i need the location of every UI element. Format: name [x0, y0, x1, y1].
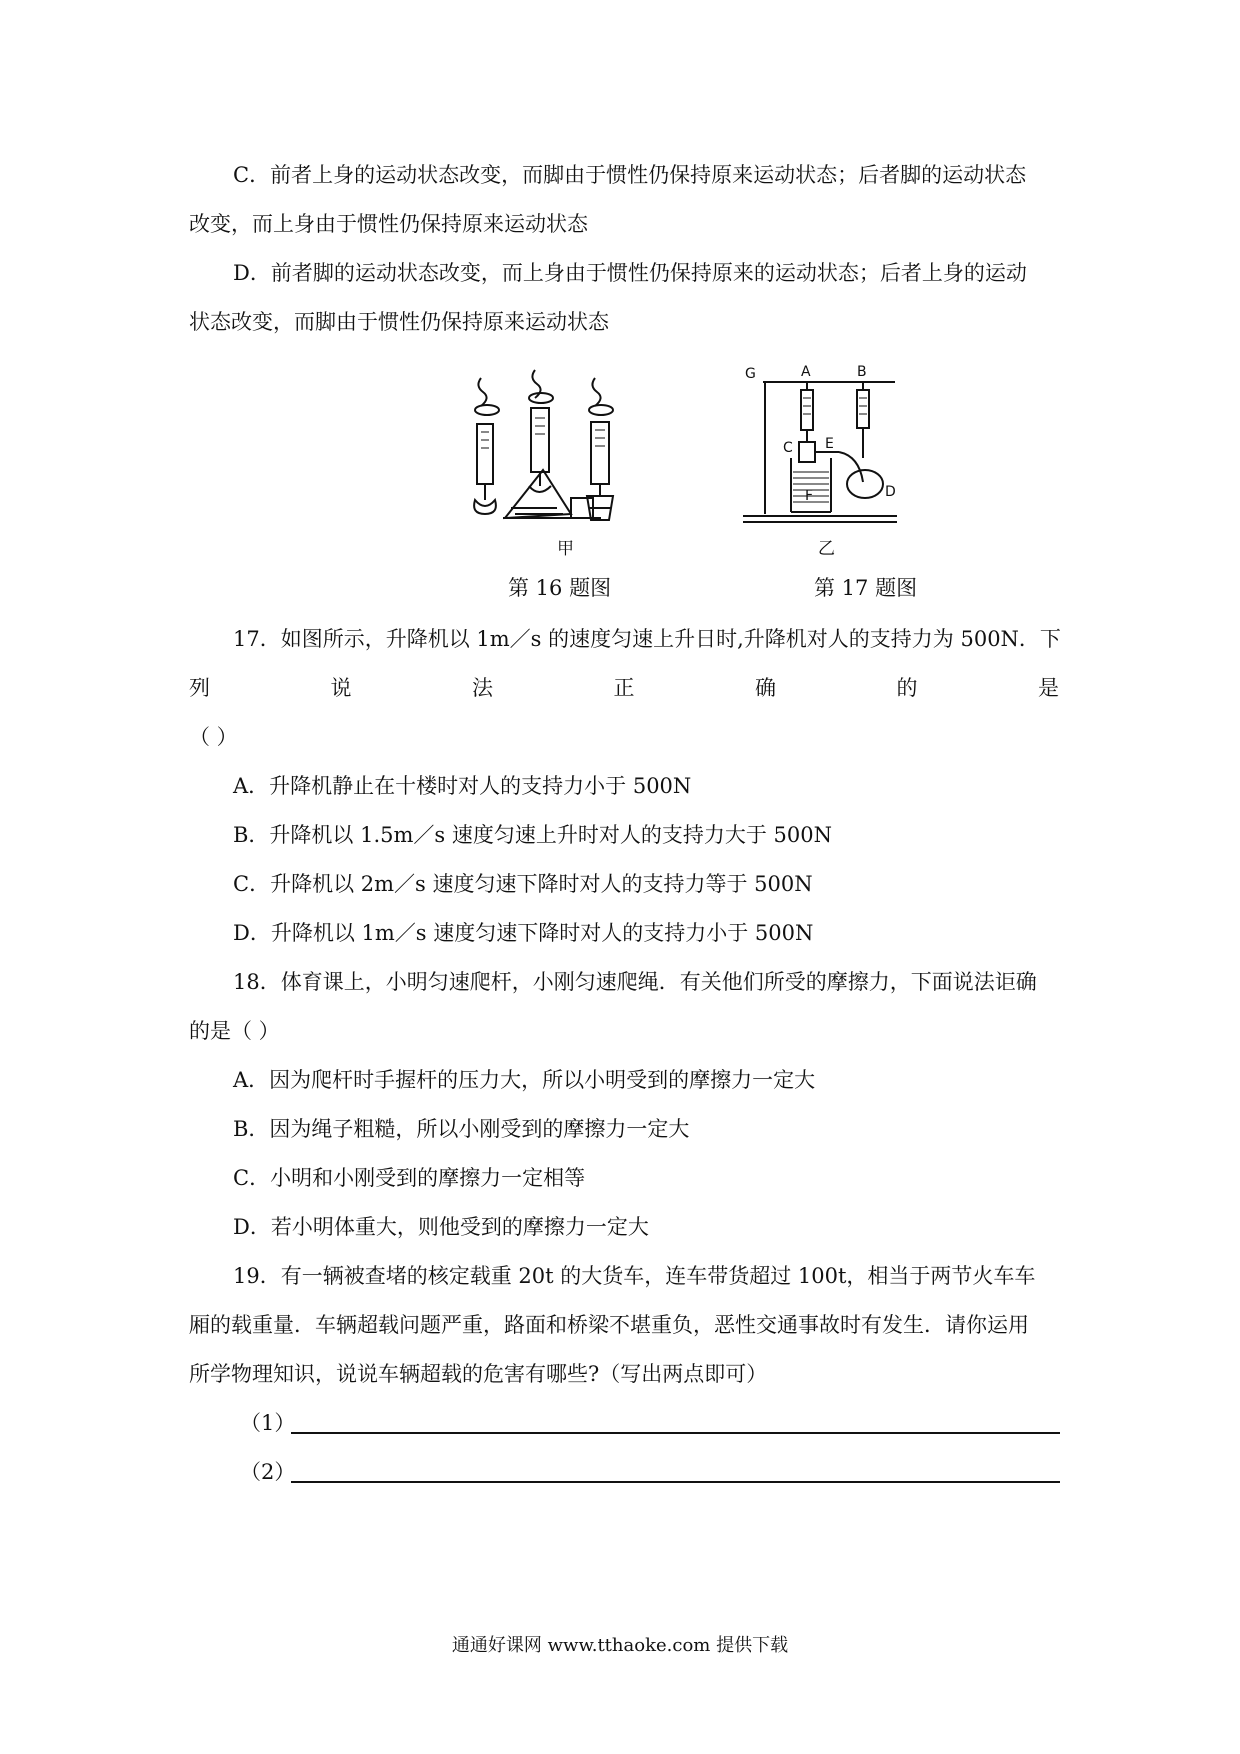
label-g: G: [745, 366, 756, 382]
q18-stem-line2: 的是（ ）: [189, 1019, 280, 1043]
figure-16-spring-scales: [445, 368, 665, 538]
q17-stem-line2: [189, 673, 1059, 703]
q19-stem-line1: 19．有一辆被查堵的核定载重 20t 的大货车，连车带货超过 100t，相当于两节火车车: [233, 1264, 1036, 1288]
label-f: F: [805, 488, 814, 504]
figure-17-apparatus: [735, 362, 905, 532]
q19-blank1-label: （1）: [240, 1411, 296, 1435]
q19-answer-blank-2[interactable]: [291, 1481, 1060, 1483]
q17-word: 是: [1038, 676, 1059, 700]
figure-17-label: 乙: [818, 539, 835, 559]
label-e: E: [825, 436, 834, 452]
q17-word: 正: [613, 676, 635, 700]
label-a: A: [801, 364, 811, 380]
q16-option-d-line1: D．前者脚的运动状态改变，而上身由于惯性仍保持原来的运动状态；后者上身的运动: [233, 261, 1027, 285]
figure-16-label: 甲: [557, 539, 574, 559]
label-d: D: [885, 484, 896, 500]
q19-stem-line2: 厢的载重量．车辆超载问题严重，路面和桥梁不堪重负，恶性交通事故时有发生．请你运用: [189, 1313, 1029, 1337]
q18-option-d: D．若小明体重大，则他受到的摩擦力一定大: [233, 1215, 649, 1239]
q18-option-b: B．因为绳子粗糙，所以小刚受到的摩擦力一定大: [233, 1117, 690, 1141]
figure-16-caption: 第 16 题图: [508, 576, 612, 600]
q17-word: 确: [755, 676, 776, 700]
q17-option-a: A．升降机静止在十楼时对人的支持力小于 500N: [233, 774, 692, 798]
q17-option-c: C．升降机以 2m／s 速度匀速下降时对人的支持力等于 500N: [233, 872, 813, 896]
q17-word: 法: [472, 676, 493, 700]
q17-option-b: B．升降机以 1.5m／s 速度匀速上升时对人的支持力大于 500N: [233, 823, 833, 847]
q18-option-a: A．因为爬杆时手握杆的压力大，所以小明受到的摩擦力一定大: [233, 1068, 816, 1092]
q19-blank2-label: （2）: [240, 1460, 296, 1484]
label-c: C: [783, 440, 793, 456]
q16-option-c-line1: C．前者上身的运动状态改变，而脚由于惯性仍保持原来运动状态；后者脚的运动状态: [233, 163, 1027, 187]
q17-word: 的: [896, 676, 918, 700]
q16-option-c-line2: 改变，而上身由于惯性仍保持原来运动状态: [189, 212, 588, 236]
q17-answer-bracket: （ ）: [189, 725, 238, 749]
label-b: B: [857, 364, 867, 380]
q17-option-d: D．升降机以 1m／s 速度匀速下降时对人的支持力小于 500N: [233, 921, 814, 945]
q19-stem-line3: 所学物理知识，说说车辆超载的危害有哪些?（写出两点即可）: [189, 1362, 768, 1386]
q18-option-c: C．小明和小刚受到的摩擦力一定相等: [233, 1166, 586, 1190]
figure-17-caption: 第 17 题图: [814, 576, 918, 600]
q17-word: 列: [189, 676, 210, 700]
page-footer: 通通好课网 www.tthaoke.com 提供下载: [451, 1635, 789, 1656]
q17-word: 说: [330, 676, 352, 700]
q18-stem-line1: 18．体育课上，小明匀速爬杆，小刚匀速爬绳．有关他们所受的摩擦力，下面说法讵确: [233, 970, 1037, 994]
q19-answer-blank-1[interactable]: [291, 1432, 1060, 1434]
q17-stem-line1: 17．如图所示，升降机以 1m／s 的速度匀速上升日时,升降机对人的支持力为 500N．下: [233, 627, 1061, 651]
q16-option-d-line2: 状态改变，而脚由于惯性仍保持原来运动状态: [189, 310, 609, 334]
